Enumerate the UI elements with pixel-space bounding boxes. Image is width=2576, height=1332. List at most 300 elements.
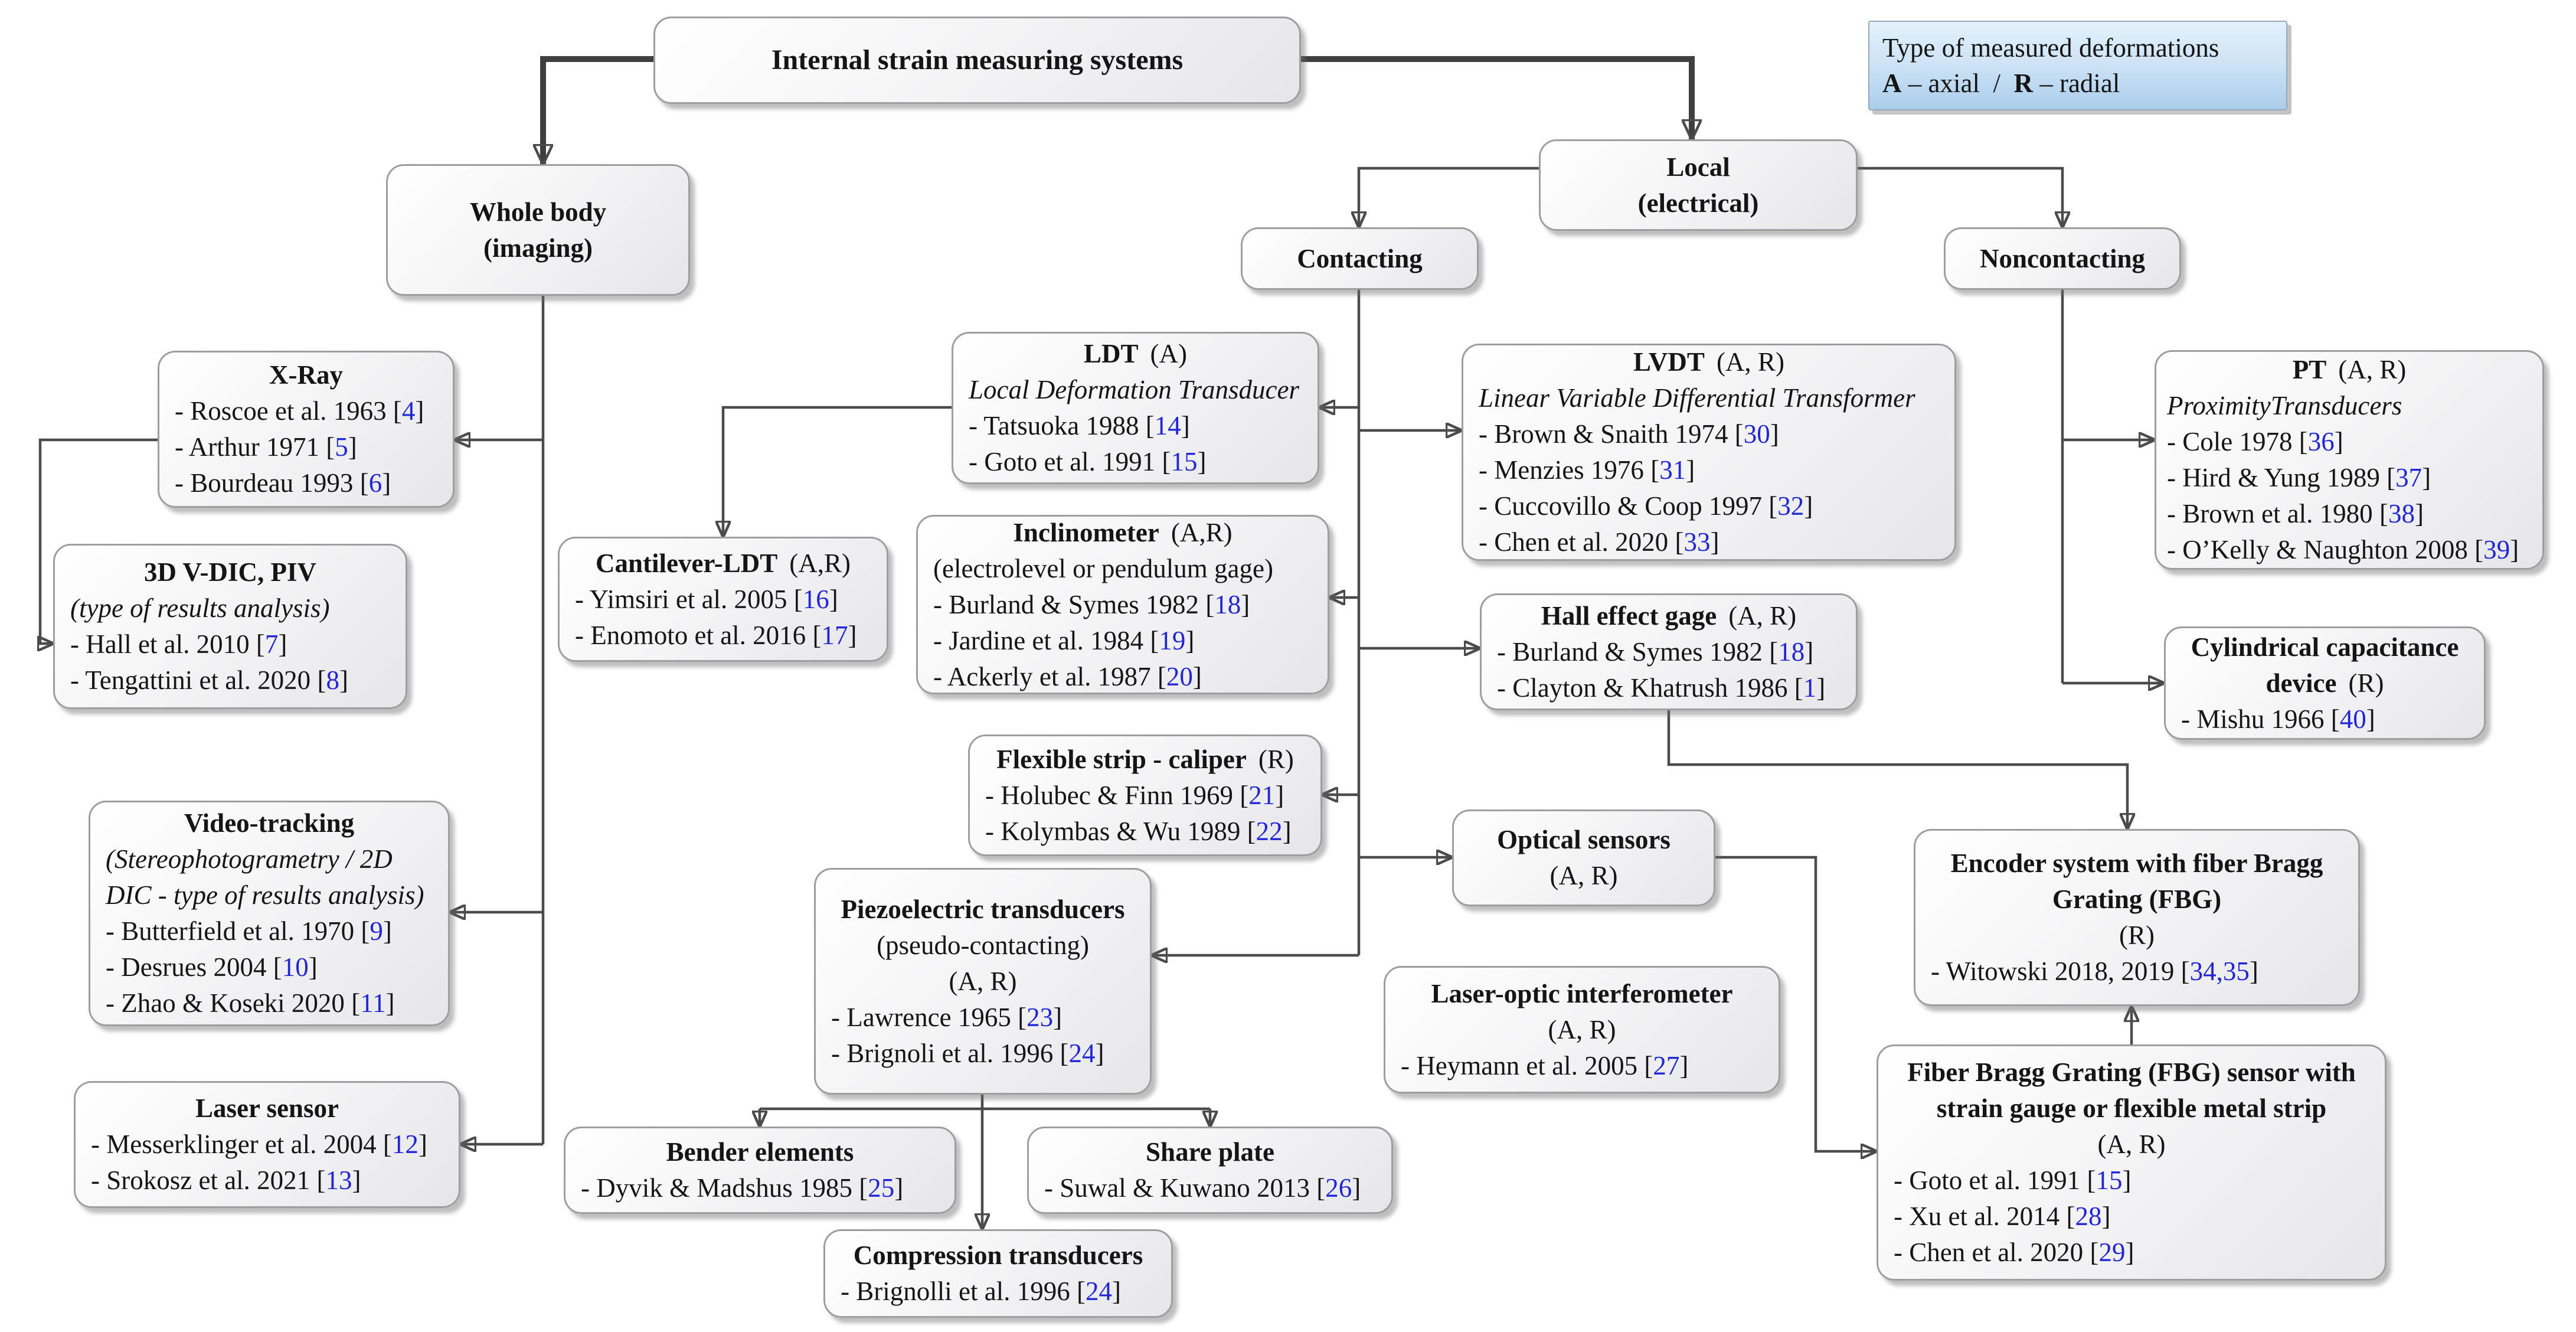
deformation-type-label: (R) [2348,668,2384,698]
node-note: Type of measured deformations [1882,33,2219,63]
node-line [90,841,448,877]
node-line [55,554,406,590]
deformation-type-label: (A, R) [2338,355,2407,384]
bracket: ] [2510,535,2519,564]
node-line [970,814,1320,850]
bracket: ] [1282,816,1292,846]
node-subtitle: (A, R) [949,966,1017,996]
node-title: X-Ray [269,360,343,390]
citation-text: - Chen et al. 2020 [1479,527,1675,557]
node-fbg-sensor [1877,1044,2387,1281]
reference-number: 10 [282,952,309,982]
node-subtitle: (pseudo-contacting) [877,930,1089,960]
node-title: 3D V-DIC, PIV [143,557,317,587]
bracket: [ [2181,956,2190,986]
reference-number: 21 [1248,780,1276,810]
deformation-type-label: (A, R) [1716,347,1784,377]
reference-number: 36 [2307,427,2335,456]
reference-number: 20 [1166,661,1193,691]
node-whole-body [386,164,690,296]
bracket: [ [1644,1050,1653,1080]
node-title: Local [1666,152,1730,182]
node-line [1915,845,2358,882]
node-title: Noncontacting [1980,243,2145,273]
node-ldt [952,332,1319,484]
node-line [1454,858,1714,894]
node-line [159,429,453,465]
reference-number: 9 [370,916,383,946]
bracket: [ [2474,535,2484,564]
node-line [565,1134,954,1170]
node-title: Bender elements [666,1137,854,1167]
reference-number: 30 [1743,419,1770,449]
node-line [918,623,1328,659]
node-line [1385,1048,1779,1084]
bracket: [ [1076,1276,1086,1306]
reference-number: 15 [2096,1166,2123,1195]
bracket: [ [859,1173,868,1203]
node-line [1243,241,1477,277]
node-line [388,194,688,230]
node-line [816,1000,1150,1036]
node-compression-transducers [823,1229,1173,1318]
node-description: (Stereophotogrametry / 2D [106,844,393,874]
node-laser-sensor [74,1081,460,1208]
node-root [653,17,1301,104]
deformation-type-label: (A,R) [1171,517,1233,547]
node-line [55,590,406,626]
reference-number: 31 [1659,455,1686,485]
node-title: Encoder system with fiber Bragg [1950,848,2323,878]
bracket: [ [2299,427,2308,456]
citation-text: - Hall et al. 2010 [70,629,256,659]
node-line [825,1274,1171,1310]
bracket: ] [352,1166,361,1195]
node-line [918,587,1328,623]
bracket: ] [1804,636,1814,667]
node-title: Video-tracking [184,808,355,838]
node-title: Inclinometer [1013,517,1159,547]
node-line [953,336,1318,372]
node-line [560,582,887,618]
node-line [2156,388,2542,424]
node-line [953,372,1318,408]
node-cantilever-ldt [558,537,888,662]
node-title: device [2266,668,2337,698]
node-title: Laser-optic interferometer [1431,978,1733,1008]
reference-number: 18 [1214,589,1241,619]
reference-number: 6 [368,468,383,498]
citation-text: - Jardine et al. 1984 [933,625,1150,655]
legend-text: R [2013,68,2033,98]
bracket: [ [2066,1202,2075,1231]
citation-text: - Heymann et al. 2005 [1401,1050,1645,1080]
citation-text: - Yimsiri et al. 2005 [575,584,794,614]
bracket: [ [1247,816,1256,846]
citation-text: - Suwal & Kuwano 2013 [1044,1173,1317,1203]
reference-number: 27 [1653,1050,1680,1080]
bracket: [ [1150,625,1159,655]
bracket: ] [1112,1276,1121,1306]
bracket: ] [2366,704,2375,734]
bracket: [ [2090,1238,2099,1267]
node-line [1869,66,2286,101]
reference-number: 23 [1027,1002,1054,1032]
bracket: [ [812,620,822,650]
citation-text: - Cuccovillo & Coop 1997 [1479,491,1769,521]
bracket: ] [382,468,391,498]
legend-text: – axial / [1901,68,2014,98]
node-line [159,357,453,393]
node-line [560,546,887,582]
bracket: [ [316,1166,326,1195]
node-bender-elements [564,1127,956,1214]
node-line [1385,1012,1779,1048]
bracket: ] [1804,491,1813,521]
bracket: [ [1018,1002,1027,1032]
node-line [2156,532,2542,568]
node-line [825,1238,1171,1274]
reference-number: 17 [821,620,848,650]
reference-number: 32 [1777,491,1804,521]
node-line [2156,424,2542,460]
bracket: [ [1316,1173,1326,1203]
node-line [1878,1163,2385,1199]
bracket: [ [383,1129,392,1159]
citation-text: - Tengattini et al. 2020 [70,665,318,695]
reference-number: 38 [2388,499,2415,528]
citation-text: - O’Kelly & Naughton 2008 [2167,535,2475,564]
node-line [1878,1235,2385,1271]
node-line [90,877,448,913]
node-line [560,618,887,654]
bracket: ] [829,584,838,614]
node-line [1385,976,1779,1012]
node-line [90,985,448,1021]
reference-number: 14 [1154,411,1181,440]
node-laser-optic [1384,966,1780,1093]
node-title: Piezoelectric transducers [841,894,1125,924]
reference-number: 25 [868,1173,895,1203]
bracket: [ [361,916,370,946]
node-lvdt [1462,344,1956,561]
bracket: ] [1816,672,1826,703]
deformation-type-label: (R) [1258,744,1294,774]
bracket: ] [2122,1166,2132,1195]
node-description: Local Deformation Transducer [969,375,1300,404]
node-line [1482,670,1856,706]
node-subtitle: (R) [2119,920,2155,950]
citation-text: - Kolymbas & Wu 1989 [985,816,1247,846]
node-title: LDT [1084,339,1139,368]
node-noncontacting [1944,227,2181,290]
bracket: [ [2387,463,2396,492]
citation-text: - Burland & Symes 1982 [933,589,1206,619]
legend-text: – radial [2032,68,2120,98]
bracket: [ [1768,491,1778,521]
bracket: ] [1192,661,1202,691]
node-line [918,659,1328,695]
bracket: [ [393,396,402,426]
bracket: ] [385,988,395,1018]
reference-number: 4 [401,396,416,426]
node-title: Grating (FBG) [2052,884,2222,914]
bracket: ] [1095,1038,1104,1068]
citation-text: - Brignoli et al. 1996 [831,1038,1060,1068]
node-xray [158,351,455,508]
node-line [918,515,1328,551]
node-inclinometer [916,515,1329,694]
bracket: ] [1686,455,1695,485]
node-line [1878,1127,2385,1163]
node-line [1878,1054,2385,1091]
node-optical-sensors [1452,809,1715,906]
bracket: ] [1181,411,1190,440]
node-line [1869,30,2286,66]
citation-text: - Mishu 1966 [2181,704,2331,734]
reference-number: 24 [1068,1038,1096,1068]
bracket: ] [308,952,318,982]
node-line [76,1127,459,1163]
node-line [2156,460,2542,496]
node-description: Linear Variable Differential Transformer [1479,383,1915,413]
node-line [2166,629,2484,665]
node-title: (imaging) [483,233,593,263]
citation-text: - Butterfield et al. 1970 [106,916,361,946]
bracket: [ [793,584,803,614]
citation-text: - Bourdeau 1993 [175,468,360,498]
node-title: Optical sensors [1497,825,1671,854]
node-line [1029,1170,1391,1206]
bracket: [ [359,468,369,498]
citation-text: - Arthur 1971 [175,432,326,462]
citation-text: - Burland & Symes 1982 [1497,636,1770,667]
node-title: Share plate [1146,1137,1274,1167]
citation-text: - Menzies 1976 [1479,455,1651,485]
node-legend [1868,21,2287,110]
reference-number: 29 [2098,1238,2126,1267]
bracket: ] [1710,527,1719,557]
bracket: [ [1794,672,1803,703]
bracket: [ [1734,419,1744,449]
reference-number: 19 [1159,625,1186,655]
bracket: [ [1675,527,1684,557]
node-line [918,551,1328,587]
reference-number: 5 [335,432,348,462]
reference-number: 34,35 [2189,956,2250,986]
node-line [55,626,406,662]
bracket: [ [317,665,326,695]
bracket: [ [1145,411,1155,440]
reference-number: 39 [2483,535,2510,564]
node-description: DIC - type of results analysis) [106,880,424,910]
reference-number: 26 [1325,1173,1352,1203]
node-line [1482,598,1856,634]
node-line [2166,701,2484,737]
bracket: ] [1053,1002,1063,1032]
bracket: ] [278,629,287,659]
bracket: ] [894,1173,904,1203]
node-line [1463,524,1954,560]
reference-number: 40 [2339,704,2366,734]
node-line [1463,488,1954,524]
bracket: [ [2330,704,2340,734]
legend-text: A [1882,68,1902,98]
bracket: [ [2379,499,2388,528]
node-line [1878,1091,2385,1127]
node-line [55,662,406,698]
citation-text: - Chen et al. 2020 [1894,1238,2090,1267]
node-line [970,742,1320,778]
bracket: ] [1197,447,1207,476]
reference-number: 18 [1778,636,1805,667]
bracket: ] [2101,1202,2111,1231]
node-line [1463,452,1954,488]
bracket: ] [418,1129,427,1159]
reference-number: 16 [802,584,829,614]
bracket: [ [273,952,282,982]
node-subtitle: (A, R) [1548,1014,1616,1044]
bracket: [ [351,988,361,1018]
node-line [1463,416,1954,452]
citation-text: - Witowski 2018, 2019 [1931,956,2181,986]
node-line [816,964,1150,1000]
node-subtitle: (A, R) [2097,1129,2166,1159]
node-line [816,928,1150,964]
node-title: Whole body [469,197,607,227]
node-title: Contacting [1297,243,1423,273]
node-line [1915,882,2358,918]
node-title: Flexible strip - caliper [996,744,1247,774]
citation-text: - Ackerly et al. 1987 [933,661,1158,691]
bracket: [ [1162,447,1171,476]
node-pt [2155,350,2544,570]
node-line [76,1163,459,1199]
reference-number: 1 [1803,672,1817,703]
node-flexible-strip [968,734,1322,856]
bracket: ] [2125,1238,2134,1267]
bracket: [ [1205,589,1215,619]
node-line [655,43,1299,78]
node-line [159,465,453,501]
bracket: ] [415,396,424,426]
bracket: ] [2422,463,2431,492]
node-title: Laser sensor [195,1093,339,1123]
node-line [2156,352,2542,388]
deformation-type-label: (A) [1150,339,1187,368]
bracket: [ [1650,455,1660,485]
citation-text: - Desrues 2004 [106,952,273,982]
citation-text: - Holubec & Finn 1969 [985,780,1240,810]
reference-number: 15 [1171,447,1198,476]
citation-text: - Xu et al. 2014 [1894,1202,2067,1231]
citation-text: - Zhao & Koseki 2020 [106,988,352,1018]
node-title: Compression transducers [853,1240,1143,1270]
node-video-tracking [89,801,450,1026]
bracket: ] [1679,1050,1689,1080]
node-line [1482,634,1856,670]
bracket: ] [1275,780,1284,810]
reference-number: 28 [2075,1202,2102,1231]
node-line [1463,380,1954,416]
node-line [159,393,453,429]
reference-number: 7 [264,629,279,659]
node-title: Hall effect gage [1541,600,1717,631]
deformation-type-label: (A, R) [1728,600,1797,631]
reference-number: 8 [326,665,339,695]
node-subtitle: (A, R) [1549,861,1618,890]
bracket: ] [383,916,392,946]
node-line [1878,1199,2385,1235]
node-line [2166,665,2484,701]
node-title: strain gauge or flexible metal strip [1936,1093,2327,1123]
bracket: [ [1240,780,1249,810]
node-encoder-fbg [1914,829,2360,1006]
bracket: [ [2087,1166,2096,1195]
bracket: ] [1241,589,1250,619]
deformation-type-label: (A,R) [789,548,851,578]
node-line [2156,496,2542,532]
node-line [1915,954,2358,990]
node-description: ProximityTransducers [2167,391,2402,420]
reference-number: 37 [2395,463,2423,492]
node-line [1541,185,1856,221]
citation-text: - Brown & Snaith 1974 [1479,419,1735,449]
citation-text: - Cole 1978 [2167,427,2299,456]
node-line [76,1091,459,1127]
citation-text: - Srokosz et al. 2021 [91,1166,317,1195]
node-title: Cylindrical capacitance [2191,632,2459,662]
node-line [565,1170,954,1206]
bracket: ] [1770,419,1779,449]
citation-text: - Goto et al. 1991 [1894,1166,2087,1195]
node-title: LVDT [1633,347,1705,377]
citation-text: - Hird & Yung 1989 [2167,463,2387,492]
node-line [816,1036,1150,1072]
bracket: [ [256,629,265,659]
citation-text: - Roscoe et al. 1963 [175,396,393,426]
node-line [1541,149,1856,185]
bracket: ] [1352,1173,1361,1203]
citation-text: - Clayton & Khatrush 1986 [1497,672,1794,703]
citation-text: - Brown et al. 1980 [2167,499,2379,528]
node-cylindrical-capacitance [2164,626,2486,740]
citation-text: - Messerklinger et al. 2004 [91,1129,383,1159]
reference-number: 11 [360,988,386,1018]
bracket: ] [848,620,857,650]
node-line [1454,822,1714,858]
node-line [953,408,1318,444]
citation-text: - Tatsuoka 1988 [969,411,1146,440]
reference-number: 33 [1683,527,1711,557]
node-line [90,913,448,949]
node-line [953,444,1318,480]
bracket: ] [1185,625,1195,655]
bracket: [ [1769,636,1779,667]
node-line [90,949,448,985]
bracket: [ [1060,1038,1069,1068]
node-local [1539,139,1858,231]
bracket: ] [2249,956,2258,986]
node-note: (electrolevel or pendulum gage) [933,553,1273,583]
citation-text: - Brignolli et al. 1996 [841,1276,1077,1306]
reference-number: 13 [325,1166,352,1195]
node-line [816,892,1150,928]
node-line [90,805,448,841]
node-line [1915,918,2358,954]
node-title: Internal strain measuring systems [771,44,1184,76]
node-title: Fiber Bragg Grating (FBG) sensor with [1907,1057,2356,1087]
